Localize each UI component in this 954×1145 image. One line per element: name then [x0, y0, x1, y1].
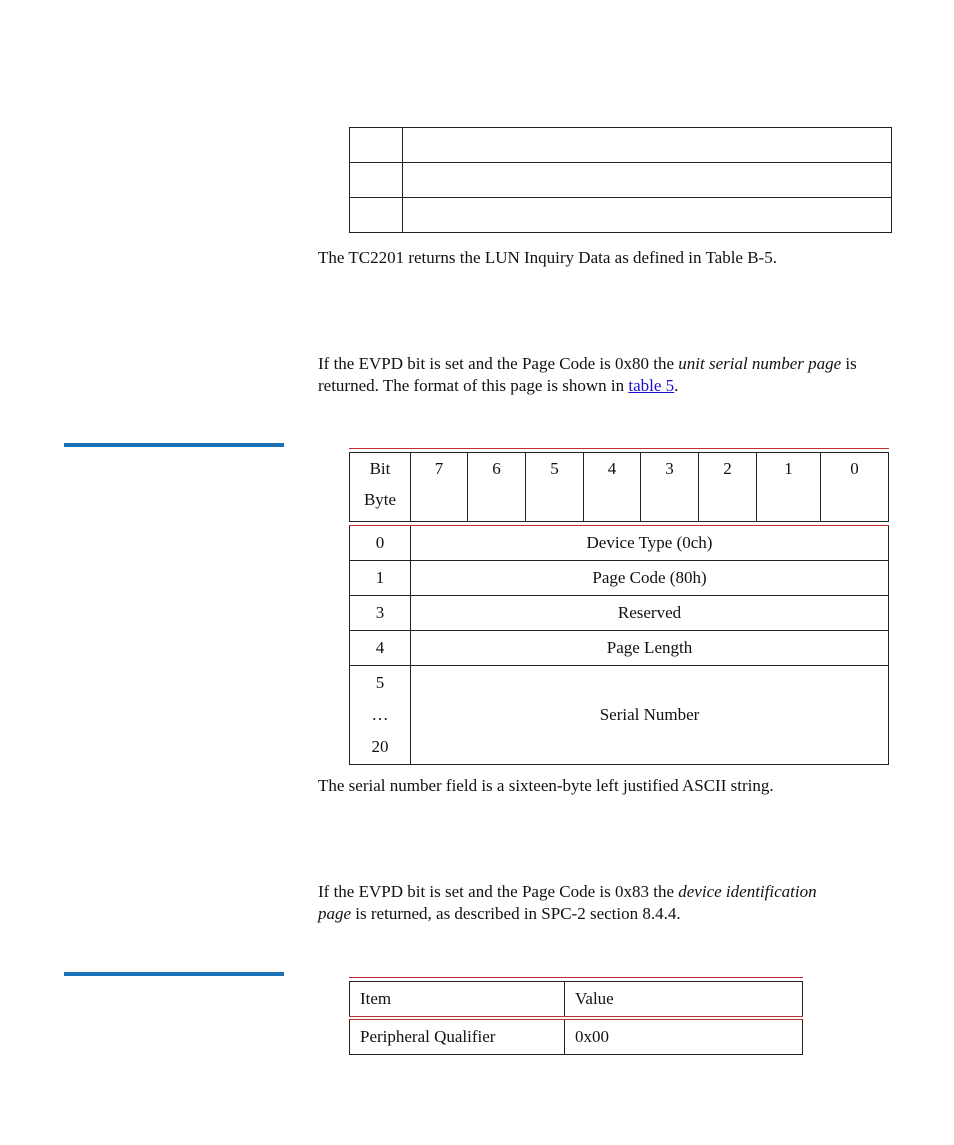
- serial-number-page-table: [349, 452, 889, 765]
- byte-cell: 3: [350, 596, 411, 631]
- text: .: [674, 376, 679, 395]
- table-cell: [403, 163, 892, 198]
- table-cell: [350, 198, 403, 233]
- bit-label: Bit: [369, 459, 391, 478]
- byte-range-cell: [350, 666, 411, 765]
- table-top-rule: [349, 448, 889, 449]
- bit-header: 2: [699, 453, 757, 522]
- bit-header: 3: [641, 453, 699, 522]
- table-cell: [350, 163, 403, 198]
- table-5-link[interactable]: table 5: [628, 376, 675, 395]
- byte-cell: 4: [350, 631, 411, 666]
- paragraph-serial-field: The serial number field is a sixteen-byte left justified ASCII string.: [318, 776, 774, 795]
- text: is returned, as described in SPC-2 section 8.4.4.: [351, 904, 681, 923]
- field-cell: Page Code (80h): [411, 561, 889, 596]
- section-rule: [64, 443, 284, 447]
- bit-header: 7: [411, 453, 468, 522]
- field-cell: Reserved: [411, 596, 889, 631]
- emphasis-text: page: [318, 904, 352, 923]
- paragraph-unit-serial: [318, 353, 898, 397]
- table-top-rule: [349, 977, 803, 978]
- table-cell: [403, 198, 892, 233]
- device-id-table: [349, 981, 803, 1055]
- section-rule: [64, 972, 284, 976]
- bit-header: 1: [757, 453, 821, 522]
- byte-end: 20: [371, 737, 389, 756]
- bit-header: 0: [821, 453, 889, 522]
- byte-start: 5: [375, 673, 385, 692]
- column-header-item: Item: [350, 982, 565, 1017]
- table-cell: [403, 128, 892, 163]
- paragraph-device-id: [318, 881, 898, 925]
- field-cell: Serial Number: [411, 666, 889, 765]
- table-cell: [350, 128, 403, 163]
- paragraph-lun-inquiry: The TC2201 returns the LUN Inquiry Data as defined in Table B-5.: [318, 248, 777, 267]
- bit-byte-header: [350, 453, 411, 522]
- item-cell: Peripheral Qualifier: [350, 1020, 565, 1055]
- text: If the EVPD bit is set and the Page Code is 0x80 the: [318, 354, 679, 373]
- field-cell: Page Length: [411, 631, 889, 666]
- bit-header: 6: [468, 453, 526, 522]
- byte-cell: 0: [350, 526, 411, 561]
- column-header-value: Value: [565, 982, 803, 1017]
- byte-cell: 1: [350, 561, 411, 596]
- byte-label: Byte: [363, 490, 397, 509]
- bit-header: 5: [526, 453, 584, 522]
- text: If the EVPD bit is set and the Page Code is 0x83 the: [318, 882, 679, 901]
- text: is returned. The format of this page is shown in: [318, 354, 857, 395]
- byte-ellipsis: …: [371, 705, 389, 724]
- empty-table: [349, 127, 892, 233]
- emphasis-text: unit serial number page: [678, 354, 842, 373]
- bit-header: 4: [584, 453, 641, 522]
- field-cell: Device Type (0ch): [411, 526, 889, 561]
- value-cell: 0x00: [565, 1020, 803, 1055]
- emphasis-text: device identification: [678, 882, 817, 901]
